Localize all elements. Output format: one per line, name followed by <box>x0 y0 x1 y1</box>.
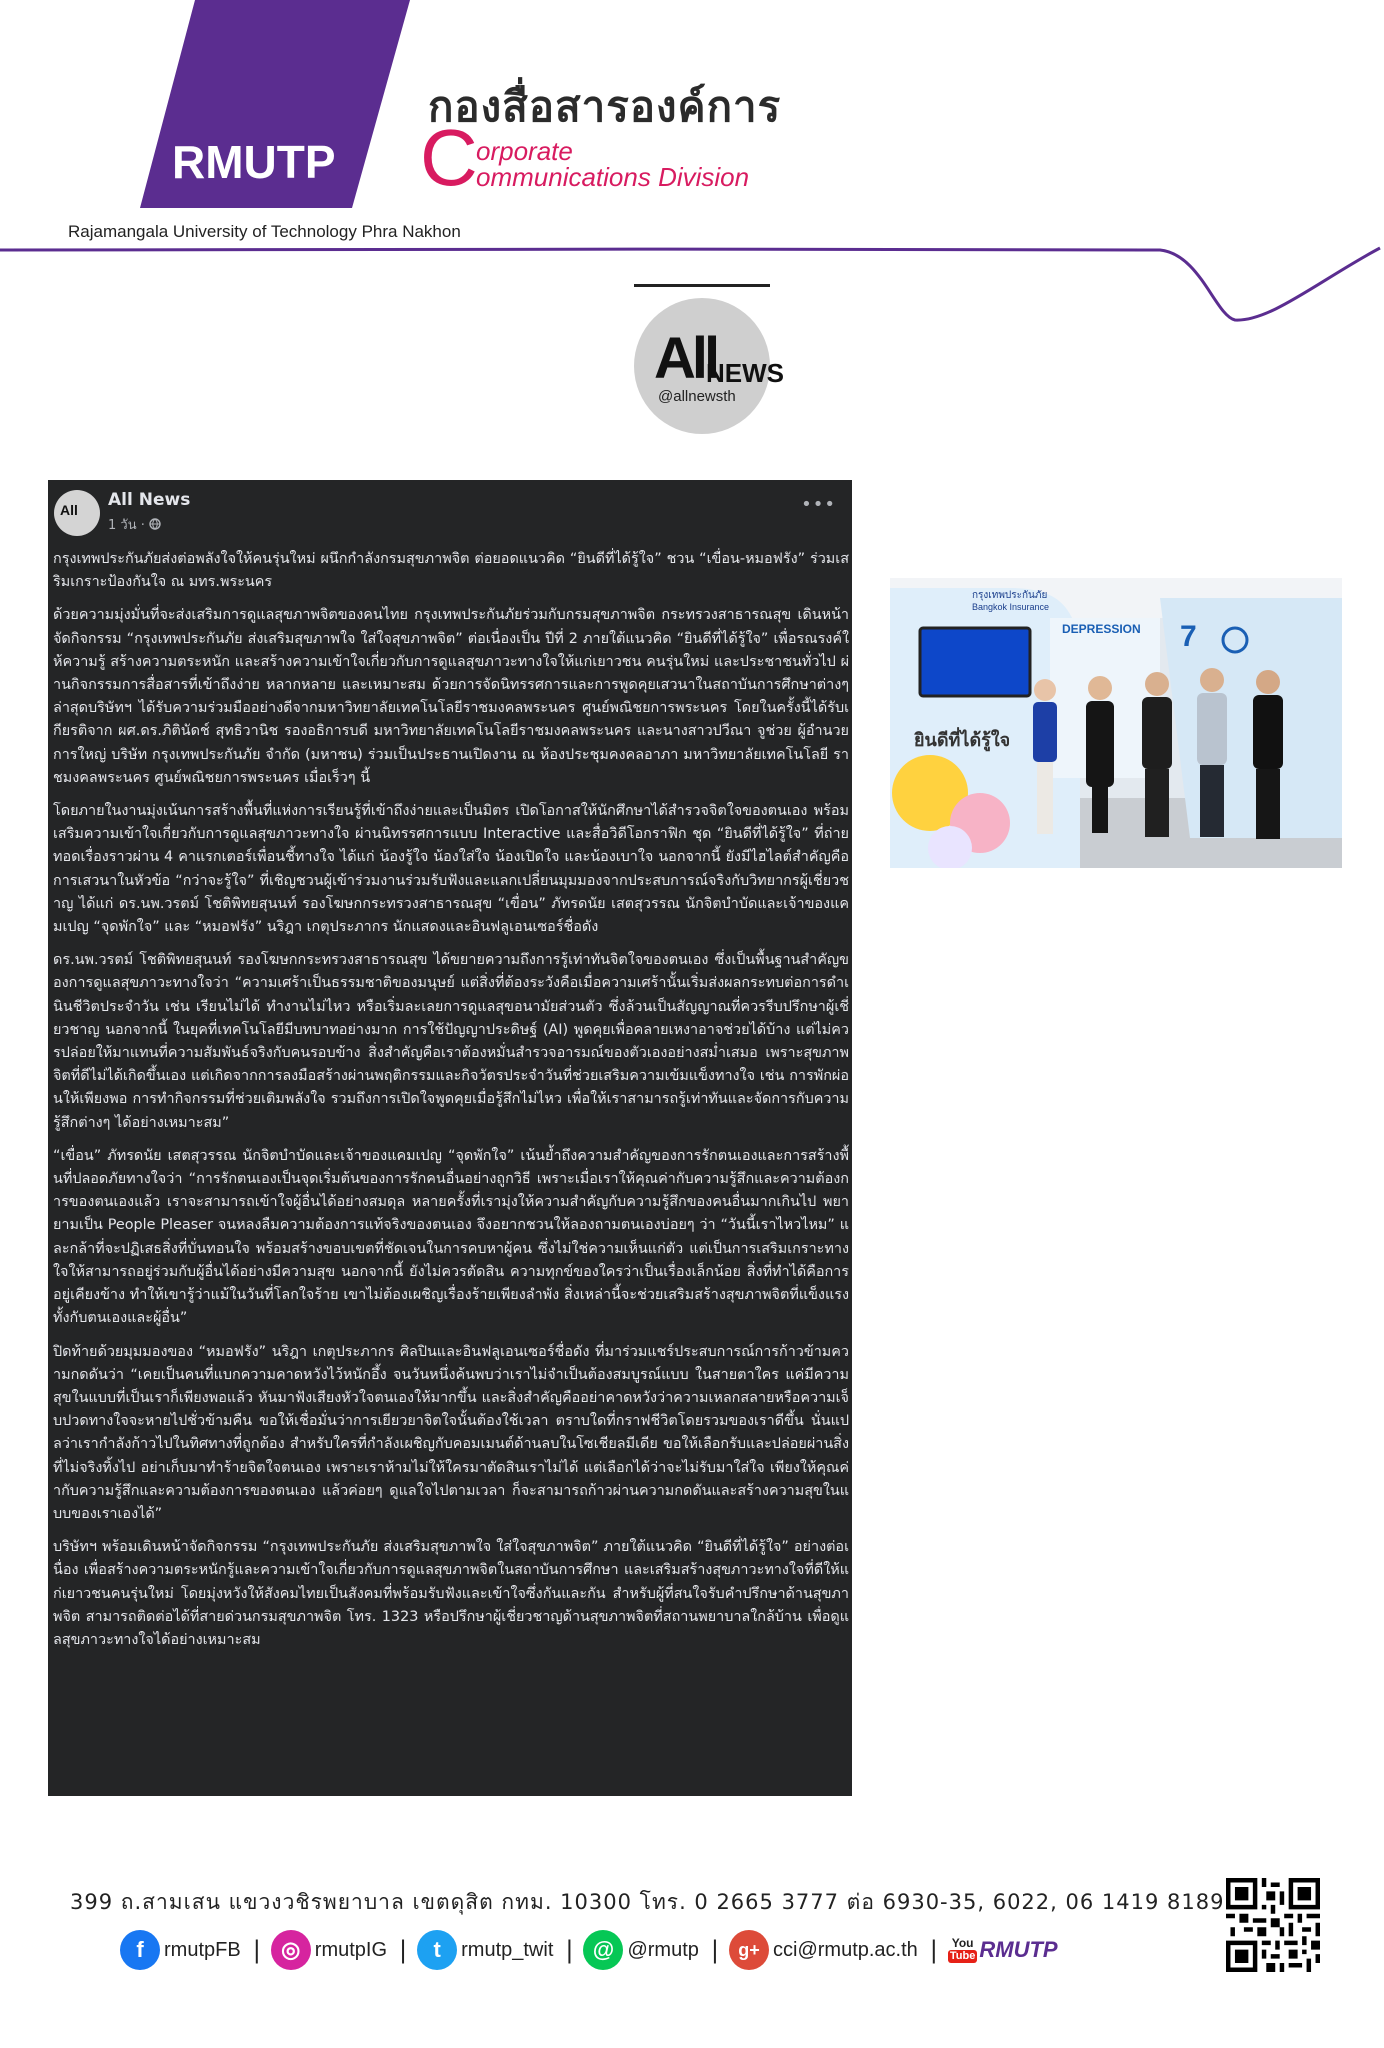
social-twitter-label: rmutp_twit <box>461 1938 554 1961</box>
instagram-icon: ◎ <box>271 1930 311 1970</box>
google-plus-icon: g+ <box>729 1930 769 1970</box>
post-paragraph: โดยภายในงานมุ่งเน้นการสร้างพื้นที่แห่งการเรียนรู้ที่เข้าถึงง่ายและเป็นมิตร เปิดโอกาสให้นักศึกษาได้สำรวจจิตใจของตนเอง พร้อมเสริมความเข้าใจเกี่ยวกับการดูแลสุขภาวะทางใจ ผ่านนิทรรศการแบบ Interactive และสื่อวิดีโอกราฟิก ชุด “ยินดีที่ได้รู้ใจ” ที่ถ่ายทอดเรื่องราวผ่าน 4 คาแรกเตอร์เพื่อนชี้ทางใจ ได้แก่ น้องรู้ใจ น้องใส่ใจ น้องเปิดใจ และน้องเบาใจ นอกจากนี้ ยังมีไฮไลต์สำคัญคือการเสวนาในหัวข้อ “กว่าจะรู้ใจ” ที่เชิญชวนผู้เข้าร่วมงานร่วมรับฟังและแลกเปลี่ยนมุมมองจากประสบการณ์จริงกับวิทยากรผู้เชี่ยวชาญ ได้แก่ ดร.นพ.วรตม์ โชติพิทยสุนนท์ รองโฆษกกระทรวงสาธารณสุข “เขื่อน” ภัทรดนัย เสตสุวรรณ นักจิตบำบัดและเจ้าของแคมเปญ “จุดพักใจ” และ “หมอฟรัง” นริฎา เกตุประภากร นักแสดงและอินฟลูเอนเซอร์ชื่อดัง <box>53 803 849 936</box>
event-photo-illustration <box>890 578 1342 868</box>
event-photo <box>890 578 1342 868</box>
social-separator: | <box>399 1936 408 1964</box>
social-line-label: @rmutp <box>627 1938 699 1961</box>
allnews-logo-mark: All <box>654 326 717 391</box>
social-youtube[interactable] <box>948 1937 1058 1963</box>
photo-banner-word: DEPRESSION <box>1062 622 1141 636</box>
social-facebook-label: rmutpFB <box>164 1938 241 1961</box>
facebook-icon: f <box>120 1930 160 1970</box>
post-paragraph: “เขื่อน” ภัทรดนัย เสตสุวรรณ นักจิตบำบัดและเจ้าของแคมเปญ “จุดพักใจ” เน้นย้ำถึงความสำคัญของการรักตนเองและการสร้างพื้นที่ปลอดภัยทางใจว่า “การรักตนเองเป็นจุดเริ่มต้นของการรักคนอื่นอย่างถูกวิธี เพราะเมื่อเราให้คุณค่ากับความรู้สึกและความต้องการของตนเองแล้ว เราจะสามารถเข้าใจผู้อื่นได้อย่างสมดุล หลายครั้งที่เรามุ่งให้ความสำคัญกับความรู้สึกของคนอื่นมากเกินไป พยายามเป็น People Pleaser จนหลงลืมความต้องการแท้จริงของตนเอง จึงอยากชวนให้ลองถามตนเองบ่อยๆ ว่า “วันนี้เราไหวไหม” และกล้าที่จะปฏิเสธสิ่งที่บั่นทอนใจ พร้อมสร้างขอบเขตที่ชัดเจนในการคบหาผู้คน ซึ่งไม่ใช่ความเห็นแก่ตัว แต่เป็นการเสริมเกราะทางใจให้สามารถอยู่ร่วมกับผู้อื่นได้อย่างมีความสุข นอกจากนี้ ยังไม่ควรตัดสิน ความทุกข์ของใครว่าเป็นเรื่องเล็กน้อย สิ่งที่ทำได้คือการอยู่เคียงข้าง ทำให้เขารู้ว่าแม้ในวันที่โลกใจร้าย เขาไม่ต้องเผชิญเรื่องร้ายเพียงลำพัง สิ่งเหล่านี้จะช่วยเสริมสร้างสุขภาพจิตที่แข็งแรงทั้งกับตนเองและผู้อื่น” <box>53 1147 849 1327</box>
social-instagram-label: rmutpIG <box>314 1938 388 1961</box>
youtube-icon-bottom: Tube <box>949 1950 976 1962</box>
globe-icon <box>149 518 161 530</box>
line-icon: @ <box>583 1930 623 1970</box>
post-time[interactable] <box>108 514 161 535</box>
social-links <box>120 1930 1066 1970</box>
photo-brand-th: กรุงเทพประกันภัย <box>972 590 1048 601</box>
photo-brand-en: Bangkok Insurance <box>972 602 1050 612</box>
more-dots-icon[interactable]: ••• <box>801 494 836 515</box>
youtube-icon <box>948 1937 977 1963</box>
photo-number: 7 <box>1180 620 1197 653</box>
rmutp-logo-text: RMUTP <box>172 136 336 188</box>
page-name[interactable]: All News <box>108 490 191 510</box>
page-avatar[interactable] <box>54 490 100 536</box>
allnews-logo-word: NEWS <box>706 358 784 388</box>
social-instagram[interactable] <box>271 1930 387 1970</box>
page-avatar-text: All <box>60 502 78 518</box>
youtube-icon-top: You <box>951 1936 974 1950</box>
photo-slogan: ยินดีที่ได้รู้ใจ <box>914 730 1011 751</box>
post-paragraph: กรุงเทพประกันภัยส่งต่อพลังใจให้คนรุ่นใหม่ ผนึกกำลังกรมสุขภาพจิต ต่อยอดแนวคิด “ยินดีที่ได้รู้ใจ” ชวน “เขื่อน-หมอฟรัง” ร่วมเสริมเกราะป้องกันใจ ณ มทร.พระนคร <box>53 551 849 591</box>
division-english-line1: orporate <box>476 136 573 166</box>
allnews-handle: @allnewsth <box>658 388 736 405</box>
social-separator: | <box>565 1936 574 1964</box>
division-english-initial: C <box>420 113 478 202</box>
post-paragraph: บริษัทฯ พร้อมเดินหน้าจัดกิจกรรม “กรุงเทพประกันภัย ส่งเสริมสุขภาพใจ ใส่ใจสุขภาพจิต” ภายใต้แนวคิด “ยินดีที่ได้รู้ใจ” อย่างต่อเนื่อง เพื่อสร้างความตระหนักรู้และความเข้าใจเกี่ยวกับการดูแลสุขภาพจิตในสถาบันการศึกษา และเสริมสร้างสุขภาวะทางใจที่ดีให้แก่เยาวชนคนรุ่นใหม่ โดยมุ่งหวังให้สังคมไทยเป็นสังคมที่พร้อมรับฟังและเข้าใจซึ่งกันและกัน สำหรับผู้ที่สนใจรับคำปรึกษาด้านสุขภาพจิต สามารถติดต่อได้ที่สายด่วนกรมสุขภาพจิต โทร. 1323 หรือปรึกษาผู้เชี่ยวชาญด้านสุขภาพจิตที่สถานพยาบาลใกล้บ้าน เพื่อดูแลสุขภาวะทางใจได้อย่างเหมาะสม <box>53 1539 849 1648</box>
source-divider <box>634 284 770 287</box>
post-paragraph: ด้วยความมุ่งมั่นที่จะส่งเสริมการดูแลสุขภาพจิตของคนไทย กรุงเทพประกันภัยร่วมกับกรมสุขภาพจิต กระทรวงสาธารณสุข เดินหน้าจัดกิจกรรม “กรุงเทพประกันภัย ส่งเสริมสุขภาพใจ ใส่ใจสุขภาพจิต” ต่อเนื่องเป็น ปีที่ 2 ภายใต้แนวคิด “ยินดีที่ได้รู้ใจ” เพื่อรณรงค์ให้ความรู้ สร้างความตระหนัก และสร้างความเข้าใจเกี่ยวกับการดูแลสุขภาวะทางใจให้แก่เยาวชน คนรุ่นใหม่ และประชาชนทั่วไป ผ่านกิจกรรมการสื่อสารที่เข้าถึงง่าย หลากหลาย และเหมาะสม ด้วยการจัดนิทรรศการและการพูดคุยเสวนาในสถาบันการศึกษาต่างๆ ล่าสุดบริษัทฯ ได้รับความร่วมมืออย่างดีจากมหาวิทยาลัยเทคโนโลยีราชมงคลพระนคร ศูนย์พณิชยการพระนคร โดยในครั้งนี้ได้รับเกียรติจาก ผศ.ดร.ภิตินัดช์ สุทธิวานิช รองอธิการบดี มหาวิทยาลัยเทคโนโลยีราชมงคลพระนคร และนางสาวปวีณา จูช่วย ผู้อำนวยการใหญ่ บริษัท กรุงเทพประกันภัย จำกัด (มหาชน) ร่วมเป็นประธานเปิดงาน ณ ห้องประชุมคงคลอาภา มหาวิทยาลัยเทคโนโลยี ราชมงคลพระนคร ศูนย์พณิชยการพระนคร เมื่อเร็วๆ นี้ <box>53 607 849 786</box>
social-youtube-label: RMUTP <box>979 1937 1058 1962</box>
division-english-line2: ommunications Division <box>476 162 750 192</box>
qr-code-icon[interactable] <box>1226 1878 1320 1972</box>
social-twitter[interactable] <box>417 1930 553 1970</box>
post-time-text: 1 วัน · <box>108 518 149 533</box>
social-line[interactable] <box>583 1930 698 1970</box>
social-separator: | <box>929 1936 938 1964</box>
footer-address: 399 ถ.สามเสน แขวงวชิรพยาบาล เขตดุสิต กทม. 10300 โทร. 0 2665 3777 ต่อ 6930-35, 6022, 06 1419 8189 <box>70 1890 1225 1914</box>
post-paragraph: ดร.นพ.วรตม์ โชติพิทยสุนนท์ รองโฆษกกระทรวงสาธารณสุข ได้ขยายความถึงการรู้เท่าทันจิตใจของตนเอง ซึ่งเป็นพื้นฐานสำคัญของการดูแลสุขภาวะทางใจว่า “ความเศร้าเป็นธรรมชาติของมนุษย์ แต่สิ่งที่ต้องระวังคือเมื่อความเศร้านั้นเริ่มส่งผลกระทบต่อการดำเนินชีวิตประจำวัน เช่น เรียนไม่ได้ ทำงานไม่ไหว หรือเริ่มละเลยการดูแลสุขอนามัยส่วนตัว ซึ่งล้วนเป็นสัญญาณที่ควรรีบปรึกษาผู้เชี่ยวชาญ นอกจากนี้ ในยุคที่เทคโนโลยีมีบทบาทอย่างมาก การใช้ปัญญาประดิษฐ์ (AI) พูดคุยเพื่อคลายเหงาอาจช่วยได้บ้าง แต่ไม่ควรปล่อยให้มาแทนที่ความสัมพันธ์จริงกับคนรอบข้าง สิ่งสำคัญคือเราต้องหมั่นสำรวจอารมณ์ของตัวเองอย่างสม่ำเสมอ เพราะสุขภาพจิตที่ดีไม่ได้เกิดขึ้นเอง แต่เกิดจากการลงมือสร้างผ่านพฤติกรรมและกิจวัตรประจำวันที่ช่วยเสริมความเข้มแข็งทางใจ เช่น การพักผ่อนให้เพียงพอ การทำกิจกรรมที่ช่วยเติมพลังใจ รวมถึงการเปิดใจพูดคุยเมื่อรู้สึกไม่ไหว เพื่อให้เราสามารถรู้เท่าทันและจัดการกับความรู้สึกต่างๆ ได้อย่างเหมาะสม” <box>53 952 849 1131</box>
post-paragraph: ปิดท้ายด้วยมุมมองของ “หมอฟรัง” นริฎา เกตุประภากร ศิลปินและอินฟลูเอนเซอร์ชื่อดัง ที่มาร่วมแชร์ประสบการณ์การก้าวข้ามความกดดันว่า “เคยเป็นคนที่แบกความคาดหวังไว้หนักอึ้ง จนวันหนึ่งค้นพบว่าเราไม่จำเป็นต้องสมบูรณ์แบบ ในสายตาใคร แค่มีความสุขในแบบที่เป็นเราก็เพียงพอแล้ว หันมาฟังเสียงหัวใจตนเองให้มากขึ้น และสิ่งสำคัญคืออย่าคาดหวังว่าความเหลกสลายหรือความเจ็บปวดทางใจจะหายไปชั่วข้ามคืน ขอให้เชื่อมั่นว่าการเยียวยาจิตใจนั้นต้องใช้เวลา ตราบใดที่กราฟชีวิตโดยรวมของเราดีขึ้น นั่นแปลว่าเรากำลังก้าวไปในทิศทางที่ถูกต้อง สำหรับใครที่กำลังเผชิญกับคอมเมนต์ด้านลบในโซเชียลมีเดีย ขอให้เลือกรับและปล่อยผ่านสิ่งที่ไม่จริงทิ้งไป อย่าเก็บมาทำร้ายจิตใจตนเอง เพราะเราห้ามไม่ให้ใครมาตัดสินเราไม่ได้ แต่เลือกได้ว่าจะไม่รับมาใส่ใจ เพียงให้คุณค่ากับความรู้สึกและความต้องการของตนเอง แล้วค่อยๆ ดูแลใจไปตามเวลา ก็จะสามารถก้าวผ่านความกดดันและสร้างความสุขในแบบของเราเองได้” <box>53 1343 849 1522</box>
division-thai-title: กองสื่อสารองค์การ <box>428 82 782 131</box>
social-separator: | <box>252 1936 261 1964</box>
university-name: Rajamangala University of Technology Phra Nakhon <box>68 222 461 241</box>
social-facebook[interactable] <box>120 1930 241 1970</box>
post-body <box>53 548 849 1662</box>
social-email-label: cci@rmutp.ac.th <box>773 1938 918 1961</box>
social-separator: | <box>710 1936 719 1964</box>
facebook-post <box>48 480 852 1796</box>
social-email[interactable] <box>729 1930 918 1970</box>
twitter-icon: t <box>417 1930 457 1970</box>
division-english-title <box>420 113 840 202</box>
